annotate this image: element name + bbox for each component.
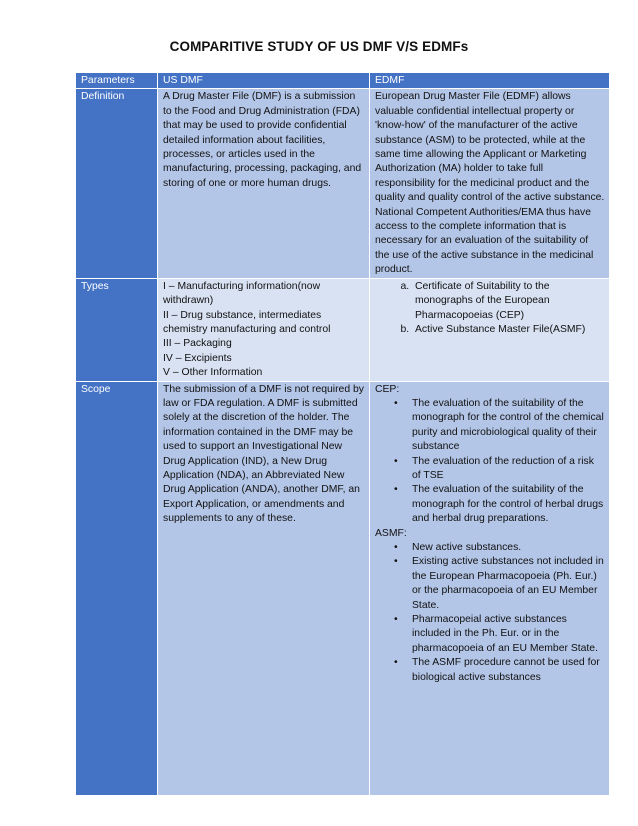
table-row-types bbox=[76, 278, 610, 381]
dmf-type-item: II – Drug substance, intermediates chemistry manufacturing and control bbox=[163, 309, 331, 335]
list-item: • The evaluation of the reduction of a risk of TSE bbox=[412, 455, 605, 484]
definition-edmf: European Drug Master File (EDMF) allows valuable confidential intellectual property or 'know-how' of the manufacturer of the active substance (ASM) to be protected, while at the same time allowing the Applicant or Marketing Authorization (MA) holder to take full responsibility for the medicinal product and the quality and quality control of the active substance. National Competent Authorities/EMA thus have access to the complete information that is necessary for an evaluation of the suitability of the use of the active substance in the medicinal product. bbox=[370, 89, 610, 278]
dmf-type-item: III – Packaging bbox=[163, 338, 232, 350]
types-us-dmf bbox=[158, 278, 370, 381]
list-item: a. Certificate of Suitability to the monographs of the European Pharmacopoeias (CEP) bbox=[412, 280, 605, 323]
row-label-definition: Definition bbox=[76, 89, 158, 278]
definition-us-dmf: A Drug Master File (DMF) is a submission to the Food and Drug Administration (FDA) that may be used to provide confidential detailed information about facilities, processes, or articles used in the manufacturing, processing, packaging, and storing of one or more human drugs. bbox=[158, 89, 370, 278]
header-edmf: EDMF bbox=[370, 73, 610, 89]
header-us-dmf: US DMF bbox=[158, 73, 370, 89]
row-label-types: Types bbox=[76, 278, 158, 381]
types-edmf bbox=[370, 278, 610, 381]
dmf-type-item: IV – Excipients bbox=[163, 352, 232, 364]
scope-us-dmf: The submission of a DMF is not required by law or FDA regulation. A DMF is submitted solely at the discretion of the holder. The information contained in the DMF may be used to support an Investigational New Drug Application (IND), a New Drug Application (NDA), an Abbreviated New Drug Application (ANDA), another DMF, an Export Application, or amendments and supplements to any of these. bbox=[158, 381, 370, 795]
document-title: COMPARITIVE STUDY OF US DMF V/S EDMFs bbox=[169, 39, 469, 54]
dmf-type-item: I – Manufacturing information(now withdrawn) bbox=[163, 280, 321, 307]
edmf-types-list bbox=[375, 280, 605, 338]
table-row-definition bbox=[76, 89, 610, 278]
header-parameters: Parameters bbox=[76, 73, 158, 89]
list-item: • The evaluation of the suitability of the monograph for the control of herbal drugs and herbal drug preparations. bbox=[412, 483, 605, 526]
table-header-row bbox=[76, 73, 610, 89]
cep-list bbox=[375, 397, 605, 527]
list-item: • The evaluation of the suitability of the monograph for the control of the chemical purity and microbiological quality of their substance bbox=[412, 397, 605, 455]
comparison-table bbox=[75, 72, 610, 796]
list-item: b. Active Substance Master File(ASMF) bbox=[412, 323, 605, 337]
list-item: • Existing active substances not included in the European Pharmacopoeia (Ph. Eur.) or the pharmacopoeia of an EU Member State. bbox=[412, 555, 605, 613]
scope-edmf bbox=[370, 381, 610, 795]
row-label-scope: Scope bbox=[76, 381, 158, 795]
list-item: • New active substances. bbox=[412, 541, 605, 555]
asmf-list bbox=[375, 541, 605, 685]
list-item: • Pharmacopeial active substances included in the Ph. Eur. or in the pharmacopoeia of an EU Member State. bbox=[412, 613, 605, 656]
list-item: • The ASMF procedure cannot be used for biological active substances bbox=[412, 656, 605, 685]
asmf-label: ASMF: bbox=[375, 527, 407, 539]
dmf-type-item: V – Other Information bbox=[163, 367, 263, 379]
cep-label: CEP: bbox=[375, 383, 400, 395]
table-row-scope bbox=[76, 381, 610, 795]
